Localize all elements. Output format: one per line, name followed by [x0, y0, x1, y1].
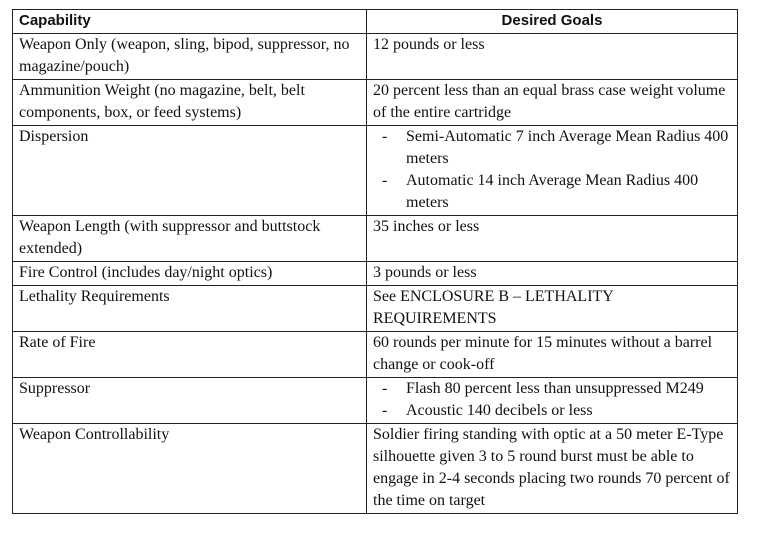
goal-bullet-text: Flash 80 percent less than unsuppressed M249: [406, 380, 704, 397]
capability-cell: Weapon Only (weapon, sling, bipod, suppressor, no magazine/pouch): [13, 34, 367, 80]
table-row: [13, 34, 738, 80]
dash-bullet-icon: -: [382, 128, 388, 145]
goal-bullet-item: [373, 126, 731, 170]
goal-bullet-item: [373, 400, 731, 422]
goal-cell: 60 rounds per minute for 15 minutes without a barrel change or cook-off: [367, 332, 738, 378]
goal-cell: See ENCLOSURE B – LETHALITY REQUIREMENTS: [367, 286, 738, 332]
table-header-row: [13, 10, 738, 34]
table-row: [13, 286, 738, 332]
dash-bullet-icon: -: [382, 172, 388, 189]
dash-bullet-icon: -: [382, 402, 388, 419]
requirements-table: [12, 9, 738, 514]
capability-cell: Rate of Fire: [13, 332, 367, 378]
goal-cell: 3 pounds or less: [367, 262, 738, 286]
capability-cell: Weapon Length (with suppressor and buttstock extended): [13, 216, 367, 262]
capability-cell: Weapon Controllability: [13, 424, 367, 514]
capability-column-header: Capability: [13, 10, 367, 34]
capability-cell: Suppressor: [13, 378, 367, 424]
table-row: [13, 126, 738, 216]
capability-cell: Dispersion: [13, 126, 367, 216]
goal-bullet-text: Semi-Automatic 7 inch Average Mean Radius 400 meters: [406, 128, 729, 167]
goal-bullet-text: Automatic 14 inch Average Mean Radius 400 meters: [406, 172, 699, 211]
table-row: [13, 332, 738, 378]
requirements-table-container: [12, 9, 738, 514]
desired-goals-column-header: Desired Goals: [367, 10, 738, 34]
capability-cell: Ammunition Weight (no magazine, belt, belt components, box, or feed systems): [13, 80, 367, 126]
table-row: [13, 216, 738, 262]
goal-bullet-item: [373, 170, 731, 214]
table-row: [13, 424, 738, 514]
table-row: [13, 262, 738, 286]
goal-cell: Soldier firing standing with optic at a 50 meter E-Type silhouette given 3 to 5 round burst must be able to engage in 2-4 seconds placing two rounds 70 percent of the time on target: [367, 424, 738, 514]
table-row: [13, 80, 738, 126]
goal-bullet-item: [373, 378, 731, 400]
goal-cell: 35 inches or less: [367, 216, 738, 262]
capability-cell: Lethality Requirements: [13, 286, 367, 332]
goal-cell: 20 percent less than an equal brass case weight volume of the entire cartridge: [367, 80, 738, 126]
goal-cell: [367, 378, 738, 424]
goal-cell: [367, 126, 738, 216]
goal-bullet-list: [373, 378, 731, 422]
dash-bullet-icon: -: [382, 380, 388, 397]
goal-bullet-list: [373, 126, 731, 214]
capability-cell: Fire Control (includes day/night optics): [13, 262, 367, 286]
goal-bullet-text: Acoustic 140 decibels or less: [406, 402, 593, 419]
table-row: [13, 378, 738, 424]
goal-cell: 12 pounds or less: [367, 34, 738, 80]
